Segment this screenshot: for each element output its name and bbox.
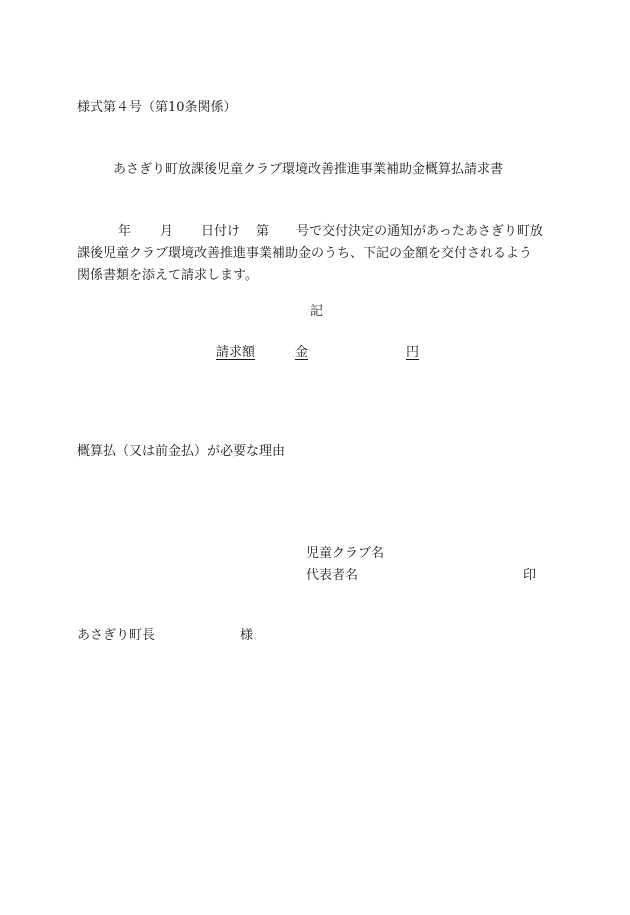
body-line-1: [77, 221, 555, 243]
date-label: 日付け: [201, 224, 241, 239]
document-title: あさぎり町放課後児童クラブ環境改善推進事業補助金概算払請求書: [113, 162, 504, 177]
club-name-label: 児童クラブ名: [306, 546, 385, 561]
reason-label: 概算払（又は前金払）が必要な理由: [77, 444, 286, 459]
amount-kin: 金: [295, 345, 309, 360]
addressee-mayor: あさぎり町長: [77, 628, 156, 643]
month-label: 月: [160, 224, 174, 239]
amount-unit: 円: [406, 345, 420, 360]
body-line-3: 関係書類を添えて請求します。: [77, 268, 258, 283]
request-body-text: [77, 221, 555, 287]
ki-heading: 記: [310, 304, 324, 319]
body-line-1-rest: 号で交付決定の通知があったあさぎり町放: [296, 224, 543, 239]
seal-mark: 印: [523, 568, 537, 583]
request-amount-line: [216, 346, 419, 359]
number-prefix-label: 第: [256, 224, 270, 239]
year-label: 年: [118, 224, 132, 239]
amount-label: 請求額: [216, 345, 256, 360]
addressee-honorific: 様: [240, 628, 254, 643]
body-line-2: 課後児童クラブ環境改善推進事業補助金のうち、下記の金額を交付されるよう: [77, 246, 533, 261]
form-number: 様式第４号（第10条関係）: [77, 100, 237, 115]
representative-label: 代表者名: [306, 568, 359, 583]
